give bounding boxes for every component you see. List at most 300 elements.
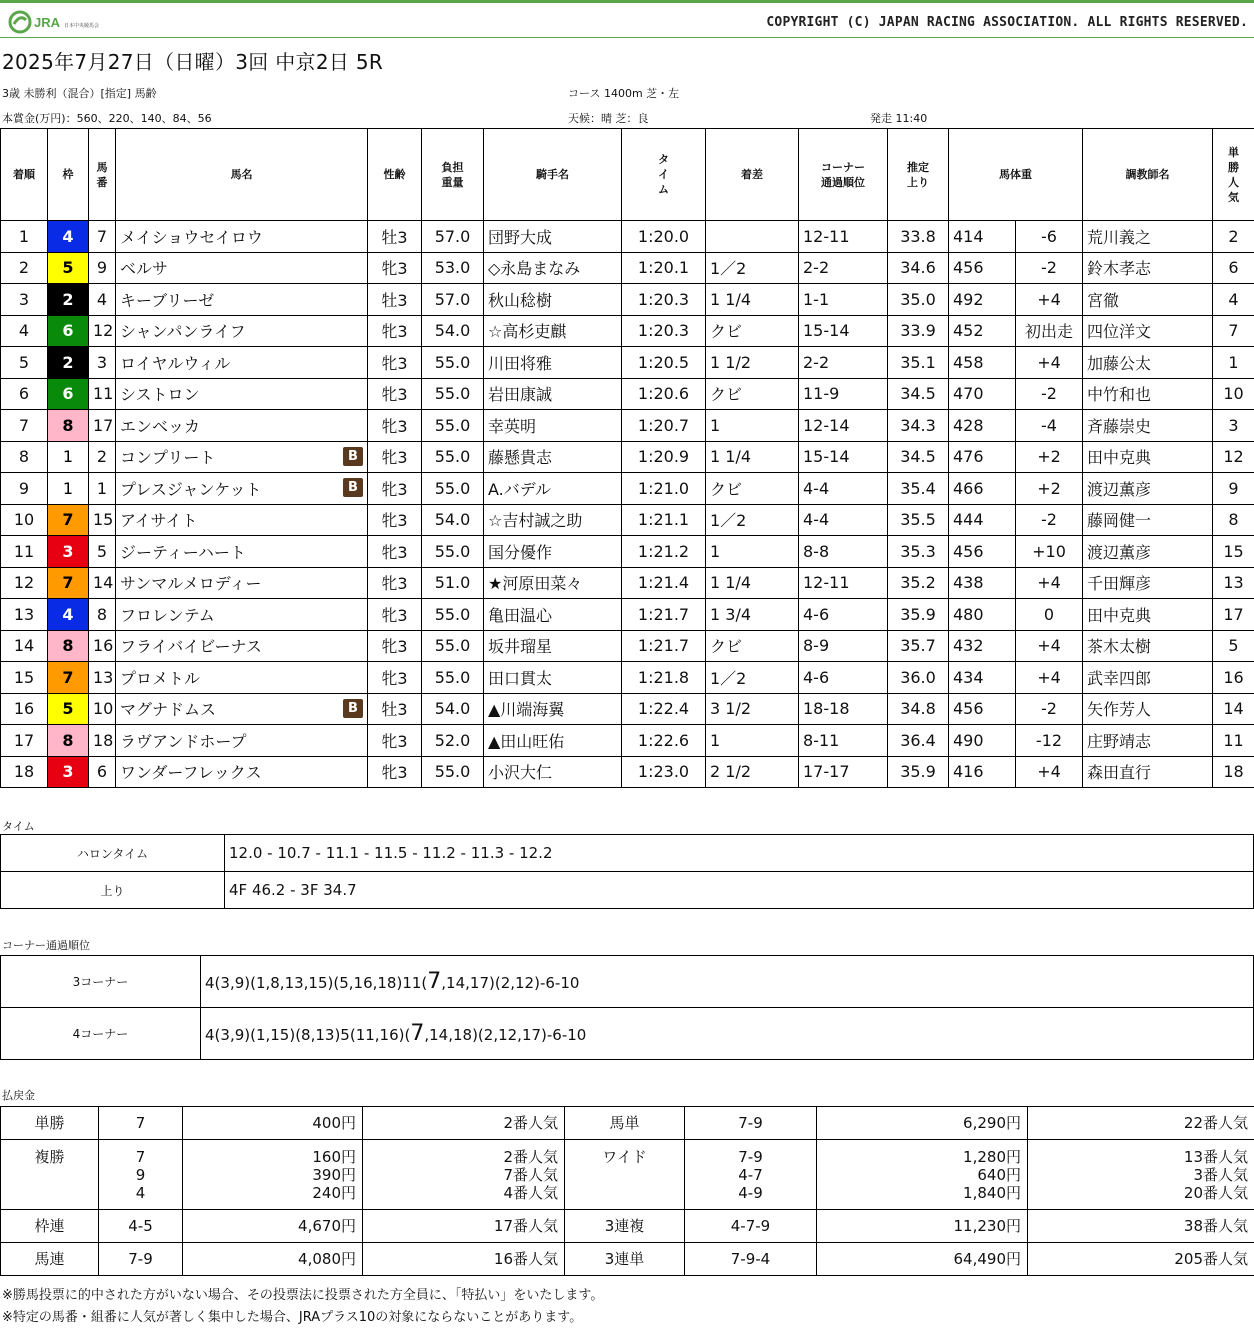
weight-diff-cell: +4 (1016, 630, 1083, 662)
trainer-cell: 中竹和也 (1083, 378, 1213, 410)
wide-amount: 1,280円 640円 1,840円 (817, 1140, 1028, 1210)
horse-name-cell: ベルサ (116, 252, 368, 284)
table-row (1, 473, 1254, 505)
sanrenpuku-pop: 38番人気 (1028, 1210, 1254, 1243)
weight-cell: 54.0 (422, 504, 484, 536)
col-corner: コーナー通過順位 (799, 129, 888, 221)
table-row (1, 567, 1254, 599)
tansho-comb: 7 (99, 1107, 183, 1140)
bodyweight-cell: 458 (949, 347, 1016, 379)
corner4-row (1, 1008, 1254, 1060)
horse-name-cell: ラヴアンドホープ (116, 725, 368, 757)
corner-cell: 8-9 (799, 630, 888, 662)
fukusho-type: 複勝 (1, 1140, 99, 1210)
waku-cell: 2 (48, 347, 89, 379)
sexage-cell: 牡3 (368, 221, 422, 253)
sexage-cell: 牝3 (368, 347, 422, 379)
umaban-cell: 12 (89, 315, 116, 347)
margin-cell: 1／2 (706, 504, 799, 536)
time-cell: 1:21.8 (622, 662, 706, 694)
corner3-label: 3コーナー (1, 956, 201, 1008)
time-table (0, 834, 1254, 909)
last-cell: 35.5 (888, 504, 949, 536)
time-cell: 1:20.7 (622, 410, 706, 442)
jockey-cell: ▲川端海翼 (484, 693, 622, 725)
time-cell: 1:21.1 (622, 504, 706, 536)
umaban-cell: 15 (89, 504, 116, 536)
popularity-cell: 15 (1213, 536, 1254, 568)
weight-cell: 55.0 (422, 756, 484, 788)
jockey-cell: ☆高杉吏麒 (484, 315, 622, 347)
bodyweight-cell: 444 (949, 504, 1016, 536)
popularity-cell: 16 (1213, 662, 1254, 694)
popularity-cell: 14 (1213, 693, 1254, 725)
horse-name-cell: メイショウセイロウ (116, 221, 368, 253)
col-last: 推定上り (888, 129, 949, 221)
umatan-comb: 7-9 (685, 1107, 817, 1140)
sexage-cell: 牝3 (368, 599, 422, 631)
rank-cell: 6 (1, 378, 48, 410)
trainer-cell: 荒川義之 (1083, 221, 1213, 253)
jockey-cell: 藤懸貴志 (484, 441, 622, 473)
rank-cell: 8 (1, 441, 48, 473)
sexage-cell: 牝3 (368, 725, 422, 757)
wide-comb: 7-9 4-7 4-9 (685, 1140, 817, 1210)
trainer-cell: 千田輝彦 (1083, 567, 1213, 599)
bodyweight-cell: 414 (949, 221, 1016, 253)
sexage-cell: 牝3 (368, 410, 422, 442)
umaban-cell: 2 (89, 441, 116, 473)
corner-cell: 8-8 (799, 536, 888, 568)
last-cell: 33.8 (888, 221, 949, 253)
horse-name-cell: シストロン (116, 378, 368, 410)
corner-cell: 2-2 (799, 252, 888, 284)
sexage-cell: 牝3 (368, 315, 422, 347)
time-cell: 1:22.6 (622, 725, 706, 757)
popularity-cell: 3 (1213, 410, 1254, 442)
furlong-row (1, 835, 1254, 872)
horse-name-cell: キーブリーゼ (116, 284, 368, 316)
rank-cell: 9 (1, 473, 48, 505)
table-row (1, 756, 1254, 788)
trainer-cell: 宮徹 (1083, 284, 1213, 316)
umaban-cell: 10 (89, 693, 116, 725)
umaban-cell: 9 (89, 252, 116, 284)
popularity-cell: 13 (1213, 567, 1254, 599)
race-title: 2025年7月27日（日曜）3回 中京2日 5R (2, 50, 384, 74)
umaban-cell: 11 (89, 378, 116, 410)
sexage-cell: 牡3 (368, 693, 422, 725)
bodyweight-cell: 434 (949, 662, 1016, 694)
margin-cell (706, 221, 799, 253)
weight-diff-cell: -2 (1016, 252, 1083, 284)
weight-diff-cell: +4 (1016, 347, 1083, 379)
sanrentan-type: 3連単 (565, 1243, 685, 1276)
trainer-cell: 庄野靖志 (1083, 725, 1213, 757)
margin-cell: 2 1/2 (706, 756, 799, 788)
weight-diff-cell: -4 (1016, 410, 1083, 442)
margin-cell: クビ (706, 473, 799, 505)
popularity-cell: 4 (1213, 284, 1254, 316)
waku-cell: 2 (48, 284, 89, 316)
copyright-text: COPYRIGHT (C) JAPAN RACING ASSOCIATION. ALL RIGHTS RESERVED. (766, 15, 1248, 30)
payout-row-1 (1, 1107, 1254, 1140)
jockey-cell: 国分優作 (484, 536, 622, 568)
umaban-cell: 3 (89, 347, 116, 379)
weight-cell: 54.0 (422, 693, 484, 725)
table-row (1, 347, 1254, 379)
corner-cell: 2-2 (799, 347, 888, 379)
popularity-cell: 11 (1213, 725, 1254, 757)
horse-name-cell: コンプリート B (116, 441, 368, 473)
margin-cell: 1 1/4 (706, 567, 799, 599)
waku-cell: 6 (48, 315, 89, 347)
table-row (1, 221, 1254, 253)
margin-cell: クビ (706, 630, 799, 662)
last-cell: 35.2 (888, 567, 949, 599)
last-cell: 35.9 (888, 599, 949, 631)
umaban-cell: 6 (89, 756, 116, 788)
col-umaban: 馬番 (89, 129, 116, 221)
horse-name-cell: シャンパンライフ (116, 315, 368, 347)
tansho-amount: 400円 (183, 1107, 363, 1140)
last-cell: 35.9 (888, 756, 949, 788)
horse-name-cell: アイサイト (116, 504, 368, 536)
jockey-cell: 岩田康誠 (484, 378, 622, 410)
umatan-amount: 6,290円 (817, 1107, 1028, 1140)
fukusho-comb: 7 9 4 (99, 1140, 183, 1210)
bodyweight-cell: 432 (949, 630, 1016, 662)
corner-cell: 1-1 (799, 284, 888, 316)
last-cell: 35.4 (888, 473, 949, 505)
popularity-cell: 10 (1213, 378, 1254, 410)
umaban-cell: 4 (89, 284, 116, 316)
margin-cell: 1 (706, 410, 799, 442)
waku-cell: 5 (48, 252, 89, 284)
fukusho-amount: 160円 390円 240円 (183, 1140, 363, 1210)
horse-name-cell: ワンダーフレックス (116, 756, 368, 788)
corner-cell: 4-6 (799, 599, 888, 631)
popularity-cell: 1 (1213, 347, 1254, 379)
weight-cell: 57.0 (422, 221, 484, 253)
umatan-type: 馬単 (565, 1107, 685, 1140)
table-row (1, 410, 1254, 442)
weight-diff-cell: +2 (1016, 473, 1083, 505)
col-margin: 着差 (706, 129, 799, 221)
race-start: 発走 11:40 (870, 112, 928, 125)
popularity-cell: 7 (1213, 315, 1254, 347)
margin-cell: 1／2 (706, 662, 799, 694)
furlong-times: 12.0 - 10.7 - 11.1 - 11.5 - 11.2 - 11.3 - 12.2 (225, 835, 1254, 872)
weight-diff-cell: +4 (1016, 567, 1083, 599)
time-cell: 1:20.5 (622, 347, 706, 379)
last-label: 上り (1, 872, 225, 909)
last-cell: 34.3 (888, 410, 949, 442)
bodyweight-cell: 476 (949, 441, 1016, 473)
margin-cell: 1 3/4 (706, 599, 799, 631)
sanrenpuku-type: 3連複 (565, 1210, 685, 1243)
popularity-cell: 18 (1213, 756, 1254, 788)
jockey-cell: 団野大成 (484, 221, 622, 253)
time-cell: 1:21.2 (622, 536, 706, 568)
time-cell: 1:21.7 (622, 630, 706, 662)
results-header-row (1, 129, 1254, 221)
tansho-pop: 2番人気 (363, 1107, 565, 1140)
horse-name-cell: エンベッカ (116, 410, 368, 442)
umaban-cell: 7 (89, 221, 116, 253)
jockey-cell: 秋山稔樹 (484, 284, 622, 316)
corner-cell: 12-11 (799, 567, 888, 599)
time-cell: 1:23.0 (622, 756, 706, 788)
jockey-cell: ◇永島まなみ (484, 252, 622, 284)
sanrenpuku-amount: 11,230円 (817, 1210, 1028, 1243)
time-cell: 1:20.3 (622, 315, 706, 347)
rank-cell: 7 (1, 410, 48, 442)
tansho-type: 単勝 (1, 1107, 99, 1140)
umatan-pop: 22番人気 (1028, 1107, 1254, 1140)
corner-cell: 17-17 (799, 756, 888, 788)
corner3-row (1, 956, 1254, 1008)
waku-cell: 1 (48, 473, 89, 505)
corner-cell: 18-18 (799, 693, 888, 725)
corner-cell: 4-6 (799, 662, 888, 694)
waku-cell: 1 (48, 441, 89, 473)
weight-cell: 52.0 (422, 725, 484, 757)
umaren-comb: 7-9 (99, 1243, 183, 1276)
sanrentan-amount: 64,490円 (817, 1243, 1028, 1276)
time-cell: 1:20.3 (622, 284, 706, 316)
corner-cell: 15-14 (799, 441, 888, 473)
corner-cell: 12-11 (799, 221, 888, 253)
popularity-cell: 6 (1213, 252, 1254, 284)
header-bar (0, 0, 1254, 38)
col-bodyweight: 馬体重 (949, 129, 1083, 221)
weight-cell: 55.0 (422, 662, 484, 694)
weight-cell: 55.0 (422, 599, 484, 631)
jockey-cell: 田口貫太 (484, 662, 622, 694)
sanrentan-comb: 7-9-4 (685, 1243, 817, 1276)
horse-name-cell: プロメトル (116, 662, 368, 694)
waku-cell: 7 (48, 662, 89, 694)
horse-name-cell: サンマルメロディー (116, 567, 368, 599)
weight-diff-cell: +4 (1016, 662, 1083, 694)
col-sexage: 性齢 (368, 129, 422, 221)
waku-cell: 4 (48, 599, 89, 631)
sexage-cell: 牝3 (368, 536, 422, 568)
time-cell: 1:20.1 (622, 252, 706, 284)
weight-cell: 51.0 (422, 567, 484, 599)
last-row (1, 872, 1254, 909)
bodyweight-cell: 456 (949, 536, 1016, 568)
results-table (0, 128, 1254, 788)
col-time: タイム (622, 129, 706, 221)
last-cell: 34.5 (888, 378, 949, 410)
jockey-cell: 亀田温心 (484, 599, 622, 631)
popularity-cell: 5 (1213, 630, 1254, 662)
last-cell: 35.1 (888, 347, 949, 379)
sexage-cell: 牝3 (368, 756, 422, 788)
last-cell: 36.0 (888, 662, 949, 694)
waku-cell: 5 (48, 693, 89, 725)
col-rank: 着順 (1, 129, 48, 221)
weight-cell: 53.0 (422, 252, 484, 284)
rank-cell: 1 (1, 221, 48, 253)
last-cell: 36.4 (888, 725, 949, 757)
umaren-amount: 4,080円 (183, 1243, 363, 1276)
last-cell: 34.6 (888, 252, 949, 284)
umaren-type: 馬連 (1, 1243, 99, 1276)
bodyweight-cell: 456 (949, 252, 1016, 284)
table-row (1, 662, 1254, 694)
logo-text: JRA (34, 15, 61, 30)
rank-cell: 16 (1, 693, 48, 725)
horse-name-cell: ジーティーハート (116, 536, 368, 568)
margin-cell: 1 1/4 (706, 284, 799, 316)
waku-cell: 4 (48, 221, 89, 253)
umaban-cell: 14 (89, 567, 116, 599)
sanrentan-pop: 205番人気 (1028, 1243, 1254, 1276)
time-section-label: タイム (2, 820, 35, 833)
sexage-cell: 牝3 (368, 473, 422, 505)
jra-logo (8, 10, 108, 36)
corner3-leader: 7 (427, 969, 442, 994)
trainer-cell: 鈴木孝志 (1083, 252, 1213, 284)
wide-type: ワイド (565, 1140, 685, 1210)
waku-cell: 8 (48, 410, 89, 442)
weight-diff-cell: -2 (1016, 504, 1083, 536)
weight-diff-cell: +2 (1016, 441, 1083, 473)
corner3-order: 4(3,9)(1,8,13,15)(5,16,18)11(7,14,17)(2,12)-6-10 (201, 956, 1254, 1008)
time-cell: 1:21.0 (622, 473, 706, 505)
popularity-cell: 2 (1213, 221, 1254, 253)
table-row (1, 693, 1254, 725)
col-name: 馬名 (116, 129, 368, 221)
jockey-cell: A.バデル (484, 473, 622, 505)
sexage-cell: 牝3 (368, 378, 422, 410)
table-row (1, 630, 1254, 662)
jockey-cell: 坂井瑠星 (484, 630, 622, 662)
fukusho-pop: 2番人気 7番人気 4番人気 (363, 1140, 565, 1210)
trainer-cell: 矢作芳人 (1083, 693, 1213, 725)
table-row (1, 441, 1254, 473)
weight-diff-cell: +4 (1016, 284, 1083, 316)
weight-diff-cell: -6 (1016, 221, 1083, 253)
trainer-cell: 田中克典 (1083, 599, 1213, 631)
jockey-cell: ☆吉村誠之助 (484, 504, 622, 536)
trainer-cell: 森田直行 (1083, 756, 1213, 788)
wakuren-amount: 4,670円 (183, 1210, 363, 1243)
bodyweight-cell: 466 (949, 473, 1016, 505)
sexage-cell: 牝3 (368, 504, 422, 536)
bodyweight-cell: 416 (949, 756, 1016, 788)
rank-cell: 17 (1, 725, 48, 757)
logo-sub: 日本中央競馬会 (64, 23, 100, 29)
table-row (1, 599, 1254, 631)
payout-row-3 (1, 1210, 1254, 1243)
umaban-cell: 8 (89, 599, 116, 631)
jockey-cell: ▲田山旺佑 (484, 725, 622, 757)
race-weather: 天候：晴 芝：良 (568, 112, 649, 125)
corner-cell: 12-14 (799, 410, 888, 442)
sexage-cell: 牝3 (368, 252, 422, 284)
weight-diff-cell: 初出走 (1016, 315, 1083, 347)
last-cell: 33.9 (888, 315, 949, 347)
rank-cell: 10 (1, 504, 48, 536)
weight-cell: 55.0 (422, 378, 484, 410)
corner-cell: 15-14 (799, 315, 888, 347)
last-cell: 34.5 (888, 441, 949, 473)
last-cell: 35.3 (888, 536, 949, 568)
time-cell: 1:22.4 (622, 693, 706, 725)
rank-cell: 15 (1, 662, 48, 694)
margin-cell: クビ (706, 378, 799, 410)
bodyweight-cell: 438 (949, 567, 1016, 599)
payout-section-label: 払戻金 (2, 1089, 35, 1102)
umaban-cell: 17 (89, 410, 116, 442)
bodyweight-cell: 492 (949, 284, 1016, 316)
trainer-cell: 藤岡健一 (1083, 504, 1213, 536)
corner-cell: 11-9 (799, 378, 888, 410)
table-row (1, 504, 1254, 536)
table-row (1, 536, 1254, 568)
horse-name-cell: ロイヤルウィル (116, 347, 368, 379)
weight-cell: 57.0 (422, 284, 484, 316)
weight-cell: 55.0 (422, 410, 484, 442)
table-row (1, 252, 1254, 284)
rank-cell: 2 (1, 252, 48, 284)
note-1: ※勝馬投票に的中された方がいない場合、その投票法に投票された方全員に、「特払い」をいたします。 (2, 1288, 604, 1303)
trainer-cell: 斉藤崇史 (1083, 410, 1213, 442)
weight-diff-cell: -2 (1016, 693, 1083, 725)
rank-cell: 12 (1, 567, 48, 599)
rank-cell: 14 (1, 630, 48, 662)
trainer-cell: 四位洋文 (1083, 315, 1213, 347)
wakuren-pop: 17番人気 (363, 1210, 565, 1243)
jockey-cell: 小沢大仁 (484, 756, 622, 788)
last-cell: 35.0 (888, 284, 949, 316)
table-row (1, 725, 1254, 757)
rank-cell: 3 (1, 284, 48, 316)
margin-cell: 1 (706, 725, 799, 757)
umaren-pop: 16番人気 (363, 1243, 565, 1276)
blinker-badge: B (343, 447, 363, 466)
weight-diff-cell: -12 (1016, 725, 1083, 757)
bodyweight-cell: 428 (949, 410, 1016, 442)
corner-cell: 4-4 (799, 473, 888, 505)
weight-cell: 54.0 (422, 315, 484, 347)
umaban-cell: 16 (89, 630, 116, 662)
margin-cell: 1／2 (706, 252, 799, 284)
col-jockey: 騎手名 (484, 129, 622, 221)
umaban-cell: 1 (89, 473, 116, 505)
corner-cell: 4-4 (799, 504, 888, 536)
popularity-cell: 17 (1213, 599, 1254, 631)
corner4-leader: 7 (410, 1021, 425, 1046)
horse-name-cell: マグナドムス B (116, 693, 368, 725)
wakuren-comb: 4-5 (99, 1210, 183, 1243)
trainer-cell: 武幸四郎 (1083, 662, 1213, 694)
payout-table (0, 1106, 1254, 1276)
rank-cell: 13 (1, 599, 48, 631)
rank-cell: 11 (1, 536, 48, 568)
margin-cell: クビ (706, 315, 799, 347)
umaban-cell: 5 (89, 536, 116, 568)
race-category: 3歳 未勝利（混合）[指定] 馬齢 (2, 87, 157, 100)
corner-section-label: コーナー通過順位 (2, 939, 90, 952)
trainer-cell: 加藤公太 (1083, 347, 1213, 379)
popularity-cell: 12 (1213, 441, 1254, 473)
time-cell: 1:20.9 (622, 441, 706, 473)
